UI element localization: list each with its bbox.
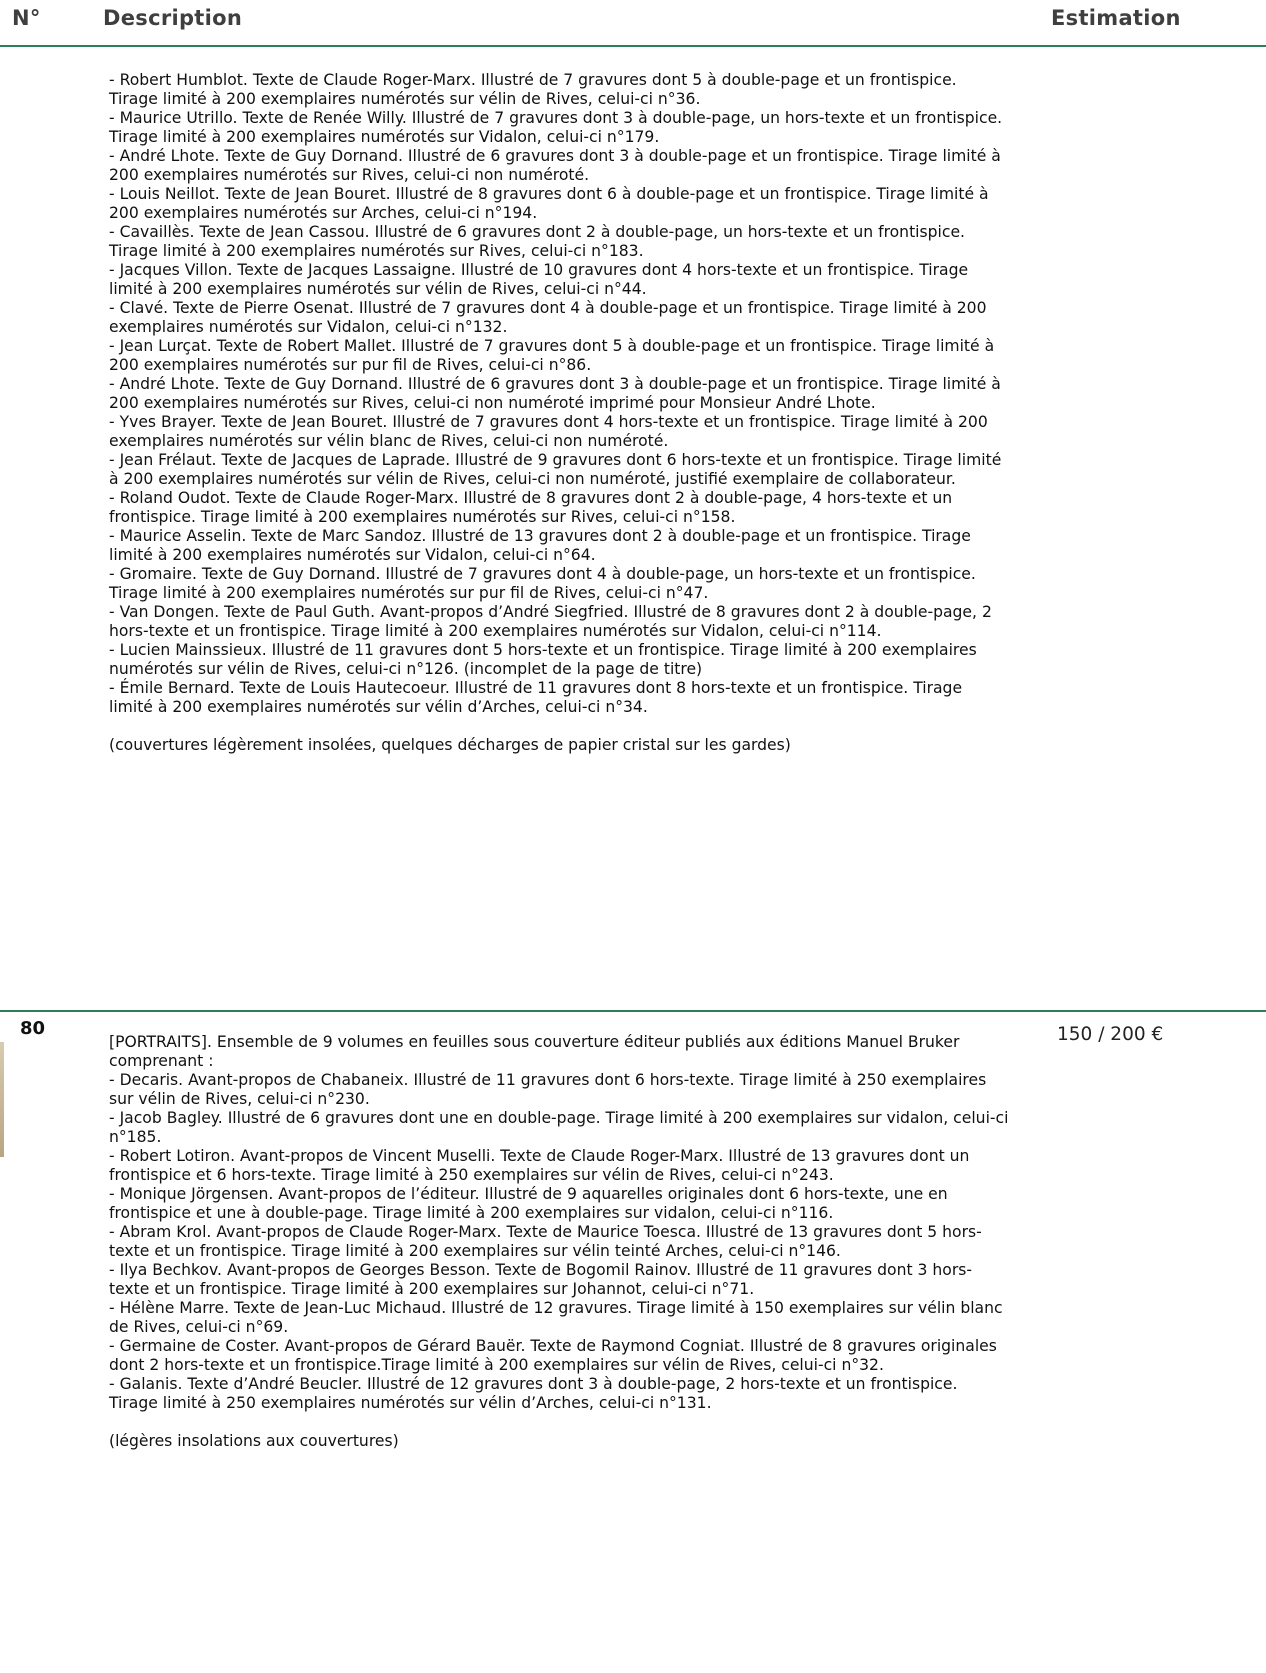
lot-line: - Robert Humblot. Texte de Claude Roger-Marx. Illustré de 7 gravures dont 5 à double-page et un frontispice. Tirage limité à 200 exemplaires numérotés sur vélin de Rives, celui-ci n°36. [109,71,957,108]
lot-condition-note: (couvertures légèrement insolées, quelques décharges de papier cristal sur les gardes) [109,736,791,754]
lot-line: - Clavé. Texte de Pierre Osenat. Illustré de 7 gravures dont 4 à double-page et un frontispice. Tirage limité à 200 exemplaires numérotés sur Vidalon, celui-ci n°132. [109,299,987,336]
lot-line: - Jean Lurçat. Texte de Robert Mallet. Illustré de 7 gravures dont 5 à double-page et un frontispice. Tirage limité à 200 exemplaires numérotés sur pur fil de Rives, celui-ci n°86. [109,337,995,374]
lot-line: - Gromaire. Texte de Guy Dornand. Illustré de 7 gravures dont 4 à double-page, un hors-texte et un frontispice. Tirage limité à 200 exemplaires numérotés sur pur fil de Rives, celui-ci n°47. [109,565,976,602]
lot-line: - Yves Brayer. Texte de Jean Bouret. Illustré de 7 gravures dont 4 hors-texte et un frontispice. Tirage limité à 200 exemplaires numérotés sur vélin blanc de Rives, celui-ci non numéroté. [109,413,988,450]
lot-condition-note: (légères insolations aux couvertures) [109,1432,399,1450]
lot-line: - Jacques Villon. Texte de Jacques Lassaigne. Illustré de 10 gravures dont 4 hors-texte et un frontispice. Tirage limité à 200 exemplaires numérotés sur vélin de Rives, celui-ci n°44. [109,261,969,298]
column-header-number: N° [12,6,41,30]
lot-line: - Cavaillès. Texte de Jean Cassou. Illustré de 6 gravures dont 2 à double-page, un hors-texte et un frontispice. Tirage limité à 200 exemplaires numérotés sur Rives, celui-ci n°183. [109,223,965,260]
lot-line: - Jean Frélaut. Texte de Jacques de Laprade. Illustré de 9 gravures dont 6 hors-texte et un frontispice. Tirage limité à 200 exemplaires numérotés sur vélin de Rives, celui-ci non numéroté, justifié exemplaire de collaborateur. [109,451,1002,488]
lot-line: - Van Dongen. Texte de Paul Guth. Avant-propos d’André Siegfried. Illustré de 8 gravures dont 2 à double-page, 2 hors-texte et un frontispice. Tirage limité à 200 exemplaires numérotés sur Vidalon, celui-ci n°114. [109,603,992,640]
column-header-estimation: Estimation [1051,6,1181,30]
table-header [0,0,1266,47]
lot-line: - Maurice Utrillo. Texte de Renée Willy. Illustré de 7 gravures dont 3 à double-page, un hors-texte et un frontispice. Tirage limité à 200 exemplaires numérotés sur Vidalon, celui-ci n°179. [109,109,1003,146]
lot-line: - Lucien Mainssieux. Illustré de 11 gravures dont 5 hors-texte et un frontispice. Tirage limité à 200 exemplaires numérotés sur vélin de Rives, celui-ci n°126. (incomplet de la page de titre) [109,641,977,678]
lot-line: - Monique Jörgensen. Avant-propos de l’éditeur. Illustré de 9 aquarelles originales dont 6 hors-texte, une en frontispice et une à double-page. Tirage limité à 200 exemplaires sur vidalon, celui-ci n°116. [109,1185,948,1222]
lot-line: - André Lhote. Texte de Guy Dornand. Illustré de 6 gravures dont 3 à double-page et un frontispice. Tirage limité à 200 exemplaires numérotés sur Rives, celui-ci non numéroté. [109,147,1001,184]
lot-line: - Émile Bernard. Texte de Louis Hautecoeur. Illustré de 11 gravures dont 8 hors-texte et un frontispice. Tirage limité à 200 exemplaires numérotés sur vélin d’Arches, celui-ci n°34. [109,679,963,716]
lot-row [0,1012,1266,1673]
lot-thumbnail[interactable] [0,1042,4,1157]
lot-number: 80 [20,1018,46,1039]
lot-line: - Jacob Bagley. Illustré de 6 gravures dont une en double-page. Tirage limité à 200 exemplaires sur vidalon, celui-ci n°185. [109,1109,1009,1146]
lot-description [109,1033,1009,1451]
lot-line: - Germaine de Coster. Avant-propos de Gérard Bauër. Texte de Raymond Cogniat. Illustré de 8 gravures originales dont 2 hors-texte et un frontispice.Tirage limité à 200 exemplaires sur vélin de Rives, celui-ci n°32. [109,1337,997,1374]
lot-line: - Robert Lotiron. Avant-propos de Vincent Muselli. Texte de Claude Roger-Marx. Illustré de 13 gravures dont un frontispice et 6 hors-texte. Tirage limité à 250 exemplaires sur vélin de Rives, celui-ci n°243. [109,1147,970,1184]
lot-description [109,71,1009,755]
lot-line: - Galanis. Texte d’André Beucler. Illustré de 12 gravures dont 3 à double-page, 2 hors-texte et un frontispice. Tirage limité à 250 exemplaires numérotés sur vélin d’Arches, celui-ci n°131. [109,1375,958,1412]
lot-line: - Abram Krol. Avant-propos de Claude Roger-Marx. Texte de Maurice Toesca. Illustré de 13 gravures dont 5 hors-texte et un frontispice. Tirage limité à 200 exemplaires sur vélin teinté Arches, celui-ci n°146. [109,1223,982,1260]
lot-line: [PORTRAITS]. Ensemble de 9 volumes en feuilles sous couverture éditeur publiés aux éditions Manuel Bruker comprenant : [109,1033,960,1070]
lot-estimate: 150 / 200 € [1057,1024,1164,1045]
lot-line: - Ilya Bechkov. Avant-propos de Georges Besson. Texte de Bogomil Rainov. Illustré de 11 gravures dont 3 hors-texte et un frontispice. Tirage limité à 200 exemplaires sur Johannot, celui-ci n°71. [109,1261,972,1298]
lot-line: - Hélène Marre. Texte de Jean-Luc Michaud. Illustré de 12 gravures. Tirage limité à 150 exemplaires sur vélin blanc de Rives, celui-ci n°69. [109,1299,1003,1336]
lot-row-continued [0,47,1266,1002]
lot-line: - Louis Neillot. Texte de Jean Bouret. Illustré de 8 gravures dont 6 à double-page et un frontispice. Tirage limité à 200 exemplaires numérotés sur Arches, celui-ci n°194. [109,185,989,222]
lot-line: - Maurice Asselin. Texte de Marc Sandoz. Illustré de 13 gravures dont 2 à double-page et un frontispice. Tirage limité à 200 exemplaires numérotés sur Vidalon, celui-ci n°64. [109,527,971,564]
lot-line: - Decaris. Avant-propos de Chabaneix. Illustré de 11 gravures dont 6 hors-texte. Tirage limité à 250 exemplaires sur vélin de Rives, celui-ci n°230. [109,1071,987,1108]
lot-line: - André Lhote. Texte de Guy Dornand. Illustré de 6 gravures dont 3 à double-page et un frontispice. Tirage limité à 200 exemplaires numérotés sur Rives, celui-ci non numéroté imprimé pour Monsieur André Lhote. [109,375,1001,412]
column-header-description: Description [103,6,243,30]
lot-line: - Roland Oudot. Texte de Claude Roger-Marx. Illustré de 8 gravures dont 2 à double-page, 4 hors-texte et un frontispice. Tirage limité à 200 exemplaires numérotés sur Rives, celui-ci n°158. [109,489,953,526]
